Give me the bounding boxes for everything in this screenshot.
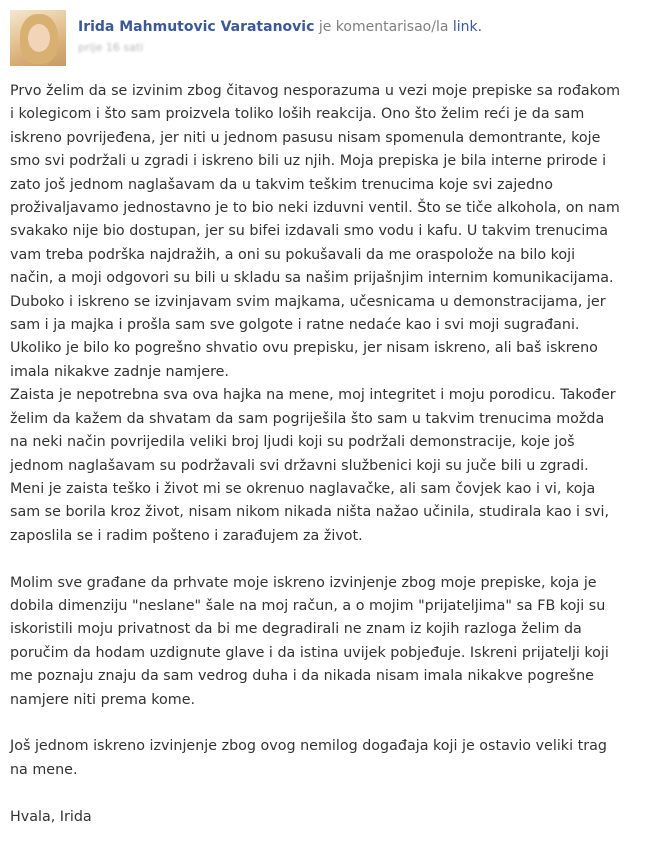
action-text: je komentarisao/la <box>314 19 453 35</box>
text-line: zato još jednom naglašavam da u takvim teškim trenucima koje svi zajedno <box>10 176 553 193</box>
text-line: Duboko i iskreno se izvinjavam svim majkama, učesnicama u demonstracijama, jer <box>10 293 606 310</box>
signoff: Hvala, Irida <box>10 808 92 825</box>
text-line: jednom naglašavam su podržavali svi državni službenici koji su juče bili u zgradi. <box>10 457 589 474</box>
text-line: poručim da hodam uzdignute glave i da istina uvijek pobjeđuje. Iskreni prijatelji koji <box>10 644 609 661</box>
text-line: želim da kažem da shvatam da sam pogriješila što sam u takvim trenucima možda <box>10 410 605 427</box>
paragraph-spacer <box>10 548 652 571</box>
paragraph-3 <box>10 735 652 782</box>
text-line: na neki način povrijedila veliki broj ljudi koji su podržali demonstracije, koje još <box>10 434 575 451</box>
timestamp[interactable]: prije 16 sati <box>78 41 144 54</box>
paragraph-spacer <box>10 712 652 735</box>
text-line: proživaljavamo jednostavno je to bio neki izduvni ventil. Što se tiče alkohola, on nam <box>10 200 620 217</box>
author-name-link[interactable]: Irida Mahmutovic Varatanovic <box>78 19 315 35</box>
text-line: Prvo želim da se izvinim zbog čitavog nesporazuma u vezi moje prepiske sa rođakom <box>10 83 621 99</box>
text-line: i kolegicom i što sam proizvela toliko loših reakcija. Ono što želim reći je da sam <box>10 106 585 123</box>
text-line: vam treba podrška najdražih, a oni su pokušavali da me oraspolože na bilo koji <box>10 246 576 263</box>
text-line: imala nikakve zadnje namjere. <box>10 363 229 380</box>
text-line: zaposlila se i radim pošteno i zarađujem za život. <box>10 527 363 544</box>
text-line: način, a moji odgovori su bili u skladu sa našim prijašnjim internim komunikacijama. <box>10 270 614 287</box>
text-line: svakako nije bio dostupan, jer su bifei izdavali smo vodu i kafu. U takvim trenucima <box>10 223 609 240</box>
text-line: Ukoliko je bilo ko pogrešno shvatio ovu prepisku, jer nisam iskreno, ali baš iskreno <box>10 340 598 357</box>
text-line: Molim sve građane da prhvate moje iskreno izvinjenje zbog moje prepiske, koja je <box>10 574 597 591</box>
text-line: sam i ja majka i prošla sam sve golgote i ratne nedaće kao i svi moji sugrađani. <box>10 317 580 334</box>
text-line: me poznaju znaju da sam vedrog duha i da nikada nisam imala nikakve pogrešne <box>10 668 594 685</box>
post-header <box>10 10 650 66</box>
post-body <box>10 80 652 829</box>
paragraph-2 <box>10 572 652 712</box>
post-headline <box>78 18 648 36</box>
text-line: Meni je zaista teško i život mi se okrenuo naglavačke, ali sam čovjek kao i vi, koja <box>10 480 596 497</box>
avatar[interactable] <box>10 10 66 66</box>
text-line: dobila dimenziju "neslane" šale na moj račun, a o mojim "prijateljima" sa FB koji su <box>10 597 606 614</box>
text-line: Još jednom iskreno izvinjenje zbog ovog nemilog događaja koji je ostavio veliki trag <box>10 738 607 755</box>
text-line: iskreno povrijeđena, jer niti u jednom pasusu nisam spomenula demontrante, koje <box>10 129 601 146</box>
link-anchor[interactable]: link. <box>452 19 483 35</box>
text-line: smo svi podržali u zgradi i iskreno bili uz njih. Moja prepiska je bila interne prirode i <box>10 153 607 170</box>
paragraph-1 <box>10 80 652 548</box>
text-line: iskoristili moju privatnost da bi me degradirali ne znam iz kojih razloga želim da <box>10 621 582 638</box>
text-line: sam se borila kroz život, nisam nikom nikada ništa nažao učinila, studirala kao i svi, <box>10 504 610 521</box>
avatar-face-shape <box>28 24 50 52</box>
text-line: Zaista je nepotrebna sva ova hajka na mene, moj integritet i moju porodicu. Također <box>10 387 616 404</box>
text-line: na mene. <box>10 761 78 778</box>
text-line: namjere niti prema kome. <box>10 691 196 708</box>
paragraph-spacer <box>10 782 652 805</box>
